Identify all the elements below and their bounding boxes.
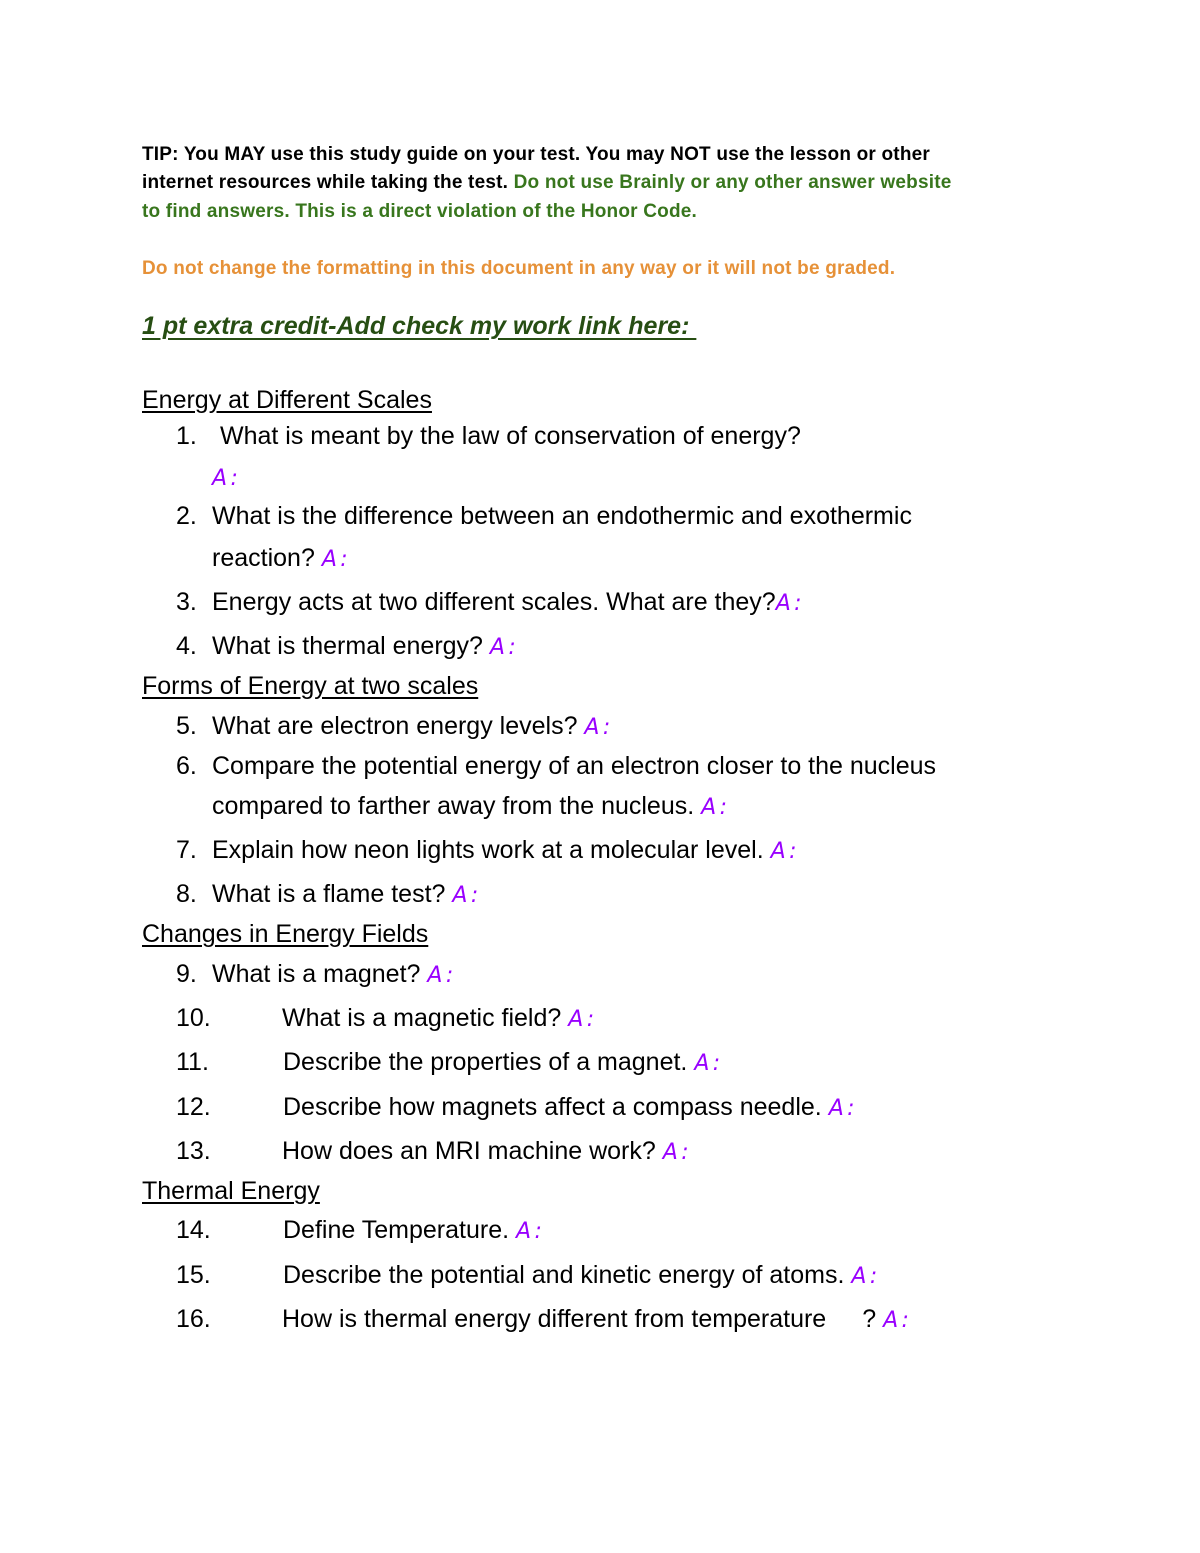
section-heading-forms-of-energy: Forms of Energy at two scales [142, 672, 479, 700]
question-number: 9. [176, 960, 197, 988]
question-text: Compare the potential energy of an electron closer to the nucleus [212, 752, 937, 780]
formatting-warning: Do not change the formatting in this document in any way or it will not be graded. [142, 258, 896, 279]
section-heading-energy-fields: Changes in Energy Fields [142, 920, 429, 948]
answer-field-15[interactable]: A: [851, 1264, 881, 1289]
question-number: 3. [176, 588, 197, 616]
question-number: 16. [176, 1305, 211, 1333]
question-13 [176, 1137, 692, 1166]
question-number: 6. [176, 752, 197, 780]
question-15 [176, 1261, 880, 1290]
question-text: Describe the properties of a magnet. [283, 1048, 688, 1076]
question-number: 4. [176, 632, 197, 660]
question-number: 10. [176, 1004, 211, 1032]
question-text: Describe the potential and kinetic energy of atoms. [283, 1261, 845, 1289]
question-number: 7. [176, 836, 197, 864]
section-heading-energy-scales: Energy at Different Scales [142, 386, 432, 414]
question-2-cont [212, 544, 351, 573]
question-10 [176, 1004, 597, 1033]
extra-credit-heading: 1 pt extra credit-Add check my work link here: [142, 312, 697, 340]
question-number: 14. [176, 1216, 211, 1244]
answer-field-16[interactable]: A: [883, 1308, 912, 1333]
question-1 [176, 422, 801, 451]
tip-text-cont: internet resources while taking the test. [142, 172, 509, 193]
answer-field-14[interactable]: A: [516, 1219, 545, 1244]
section-heading-thermal-energy: Thermal Energy [142, 1177, 320, 1205]
question-text: What is a magnetic field? [282, 1004, 562, 1032]
question-6 [176, 752, 936, 781]
question-number: 8. [176, 880, 197, 908]
answer-field-6[interactable]: A: [701, 795, 731, 820]
answer-field-7[interactable]: A: [770, 839, 800, 864]
question-number: 12. [176, 1093, 211, 1121]
question-text: How does an MRI machine work? [282, 1137, 656, 1165]
answer-field-2[interactable]: A: [321, 547, 351, 572]
question-6-cont [212, 792, 730, 821]
question-7 [176, 836, 800, 865]
question-number: 11. [176, 1048, 209, 1076]
answer-field-12[interactable]: A: [828, 1096, 858, 1121]
question-11 [176, 1048, 723, 1077]
question-14 [176, 1216, 545, 1245]
tip-line-1 [142, 140, 930, 169]
tip-line-3 [142, 197, 697, 226]
question-4 [176, 632, 519, 661]
question-text: What is a flame test? [212, 880, 446, 908]
question-3 [176, 588, 805, 617]
question-text: Explain how neon lights work at a molecular level. [212, 836, 764, 864]
question-text: Define Temperature. [283, 1216, 510, 1244]
question-8 [176, 880, 481, 909]
question-text: What are electron energy levels? [212, 712, 578, 740]
question-12 [176, 1093, 858, 1122]
answer-field-3[interactable]: A: [775, 591, 805, 616]
answer-field-13[interactable]: A: [662, 1140, 692, 1165]
question-number: 1. [176, 422, 197, 450]
tip-text: TIP: You MAY use this study guide on your test. You may NOT use the lesson or other [142, 144, 930, 165]
answer-field-9[interactable]: A: [427, 963, 457, 988]
question-text: What is thermal energy? [212, 632, 483, 660]
question-16 [176, 1305, 912, 1334]
question-suffix: ? [862, 1305, 877, 1333]
honor-code-warning-cont: to find answers. This is a direct violation of the Honor Code. [142, 201, 698, 222]
question-number: 5. [176, 712, 197, 740]
answer-field-4[interactable]: A: [489, 635, 519, 660]
answer-field-5[interactable]: A: [584, 715, 614, 740]
answer-field-11[interactable]: A: [694, 1051, 724, 1076]
question-text-cont: reaction? [212, 544, 315, 572]
answer-field-8[interactable]: A: [452, 883, 482, 908]
question-text: Describe how magnets affect a compass needle. [283, 1093, 822, 1121]
question-5 [176, 712, 613, 741]
answer-field-10[interactable]: A: [568, 1007, 598, 1032]
question-9 [176, 960, 456, 989]
question-number: 13. [176, 1137, 211, 1165]
question-2 [176, 502, 912, 531]
question-number: 15. [176, 1261, 211, 1289]
question-text-cont: compared to farther away from the nucleus. [212, 792, 695, 820]
honor-code-warning: Do not use Brainly or any other answer website [513, 172, 952, 193]
tip-line-2 [142, 168, 952, 197]
answer-field-1[interactable]: A: [212, 466, 241, 491]
question-text: What is meant by the law of conservation of energy? [220, 422, 801, 450]
question-text: Energy acts at two different scales. What are they? [212, 588, 776, 616]
question-text: What is the difference between an endothermic and exothermic [212, 502, 912, 530]
question-text: How is thermal energy different from temperature [282, 1305, 827, 1333]
question-number: 2. [176, 502, 197, 530]
question-text: What is a magnet? [212, 960, 421, 988]
